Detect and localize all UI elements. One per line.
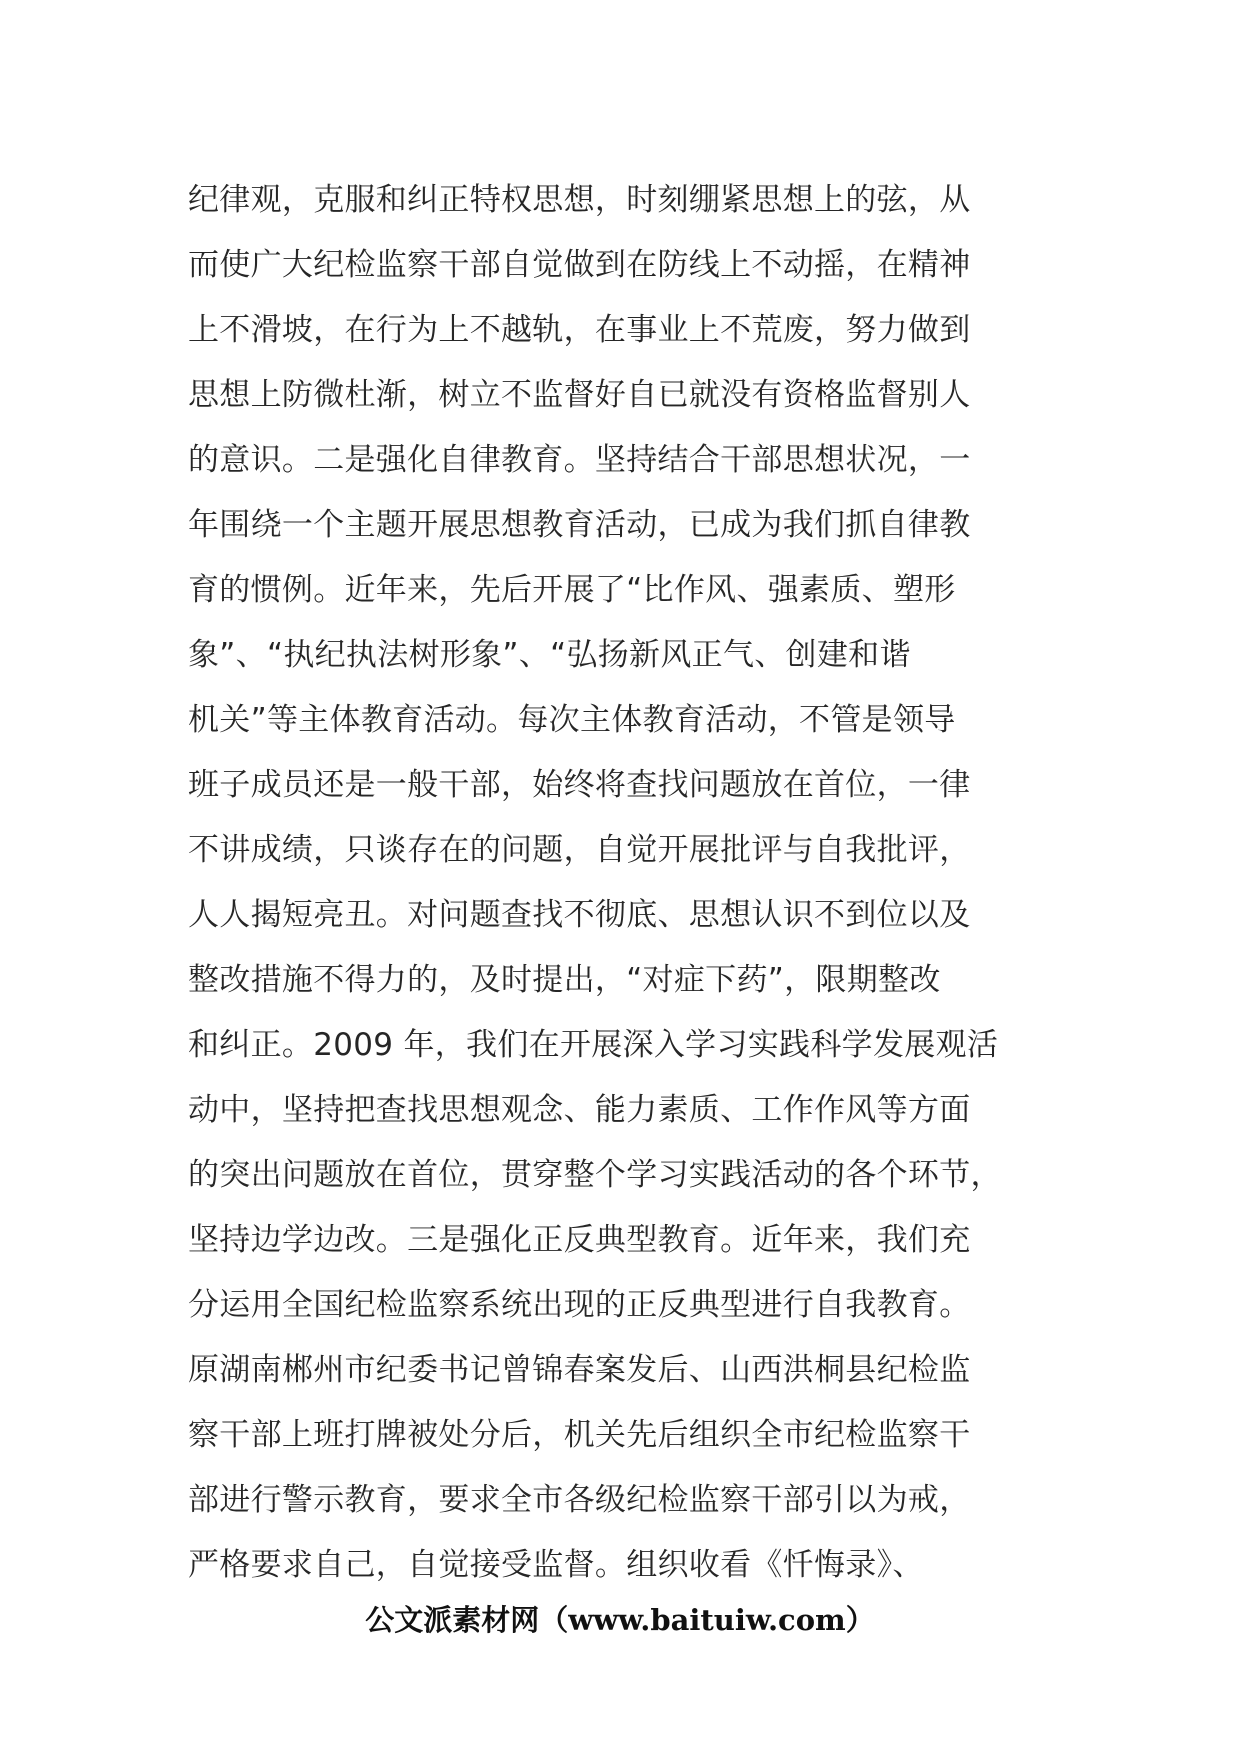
text-line: 上不滑坡，在行为上不越轨，在事业上不荒废，努力做到 <box>188 312 971 348</box>
text-line: 机关”等主体教育活动。每次主体教育活动，不管是领导 <box>188 702 956 738</box>
text-line: 部进行警示教育，要求全市各级纪检监察干部引以为戒， <box>188 1482 971 1518</box>
text-line: 不讲成绩，只谈存在的问题，自觉开展批评与自我批评， <box>188 832 971 868</box>
text-line: 思想上防微杜渐，树立不监督好自已就没有资格监督别人 <box>188 377 971 413</box>
text-line: 察干部上班打牌被处分后，机关先后组织全市纪检监察干 <box>188 1417 971 1453</box>
text-line: 动中，坚持把查找思想观念、能力素质、工作作风等方面 <box>188 1092 971 1128</box>
text-line: 象”、“执纪执法树形象”、“弘扬新风正气、创建和谐 <box>188 637 911 673</box>
text-line: 原湖南郴州市纪委书记曾锦春案发后、山西洪桐县纪检监 <box>188 1352 971 1388</box>
text-line: 坚持边学边改。三是强化正反典型教育。近年来，我们充 <box>188 1222 971 1258</box>
text-line: 的意识。二是强化自律教育。坚持结合干部思想状况，一 <box>188 442 971 478</box>
text-line: 和纠正。2009 年，我们在开展深入学习实践科学发展观活 <box>188 1027 999 1063</box>
body-paragraph <box>188 168 1068 1598</box>
text-line: 分运用全国纪检监察系统出现的正反典型进行自我教育。 <box>188 1287 971 1323</box>
text-line: 纪律观，克服和纠正特权思想，时刻绷紧思想上的弦，从 <box>188 182 971 218</box>
text-line: 严格要求自己，自觉接受监督。组织收看《忏悔录》、 <box>188 1547 924 1583</box>
text-line: 的突出问题放在首位，贯穿整个学习实践活动的各个环节， <box>188 1157 1002 1193</box>
text-line: 而使广大纪检监察干部自觉做到在防线上不动摇，在精神 <box>188 247 971 283</box>
footer-watermark: 公文派素材网（www.baituiw.com） <box>365 1603 875 1637</box>
text-line: 班子成员还是一般干部，始终将查找问题放在首位，一律 <box>188 767 971 803</box>
text-line: 整改措施不得力的，及时提出，“对症下药”，限期整改 <box>188 962 941 998</box>
text-line: 育的惯例。近年来，先后开展了“比作风、强素质、塑形 <box>188 572 956 608</box>
text-line: 年围绕一个主题开展思想教育活动，已成为我们抓自律教 <box>188 507 971 543</box>
text-line: 人人揭短亮丑。对问题查找不彻底、思想认识不到位以及 <box>188 897 971 933</box>
